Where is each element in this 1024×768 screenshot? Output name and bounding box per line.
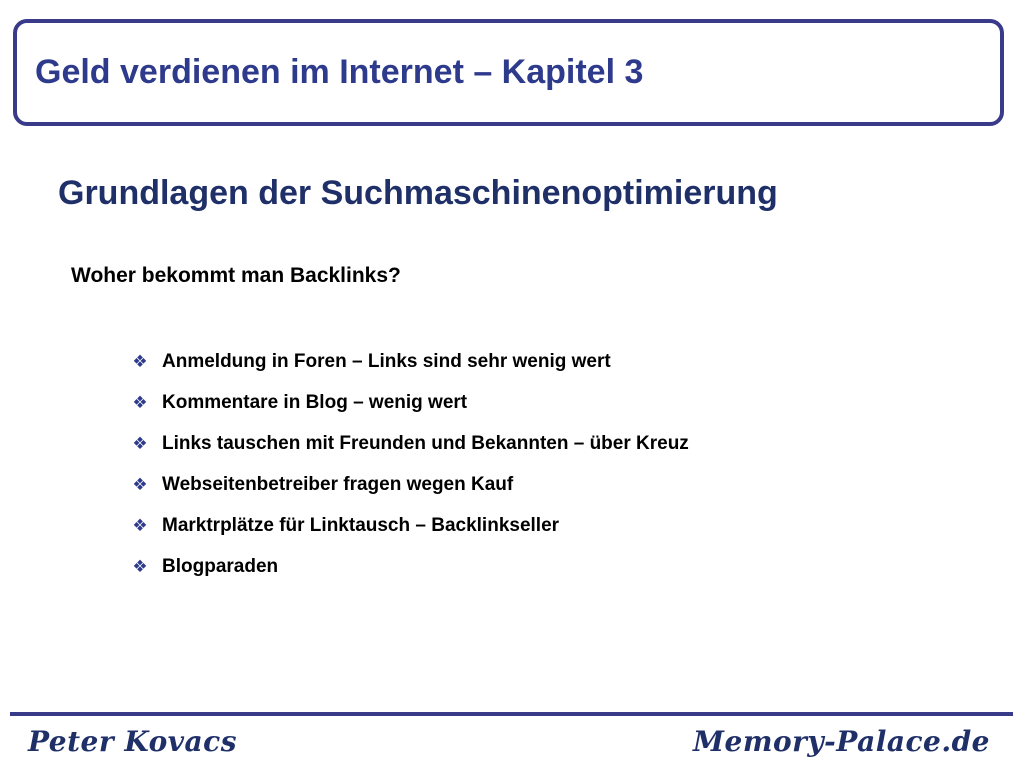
bullet-item: [130, 546, 689, 587]
bullet-text: Webseitenbetreiber fragen wegen Kauf: [162, 473, 514, 495]
diamond-bullet-icon: ❖: [132, 433, 148, 454]
diamond-bullet-icon: ❖: [132, 556, 148, 577]
title-box: [13, 19, 1004, 126]
footer-site: Memory-Palace.de: [693, 725, 990, 758]
bullet-text: Marktrplätze für Linktausch – Backlinkseller: [162, 514, 560, 536]
footer-author: Peter Kovacs: [28, 725, 237, 758]
bullet-text: Kommentare in Blog – wenig wert: [162, 391, 468, 413]
bullet-item: [130, 341, 689, 382]
section-heading: Grundlagen der Suchmaschinenoptimierung: [58, 174, 778, 212]
bullet-item: [130, 382, 689, 423]
footer-divider: [10, 712, 1013, 716]
question-text: Woher bekommt man Backlinks?: [71, 264, 401, 287]
bullet-text: Links tauschen mit Freunden und Bekannten – über Kreuz: [162, 432, 689, 454]
bullet-text: Anmeldung in Foren – Links sind sehr wenig wert: [162, 350, 611, 372]
diamond-bullet-icon: ❖: [132, 474, 148, 495]
bullet-list: [130, 341, 689, 587]
diamond-bullet-icon: ❖: [132, 515, 148, 536]
bullet-text: Blogparaden: [162, 555, 279, 577]
diamond-bullet-icon: ❖: [132, 351, 148, 372]
bullet-item: [130, 423, 689, 464]
bullet-item: [130, 464, 689, 505]
bullet-item: [130, 505, 689, 546]
slide-title: Geld verdienen im Internet – Kapitel 3: [35, 53, 644, 91]
diamond-bullet-icon: ❖: [132, 392, 148, 413]
